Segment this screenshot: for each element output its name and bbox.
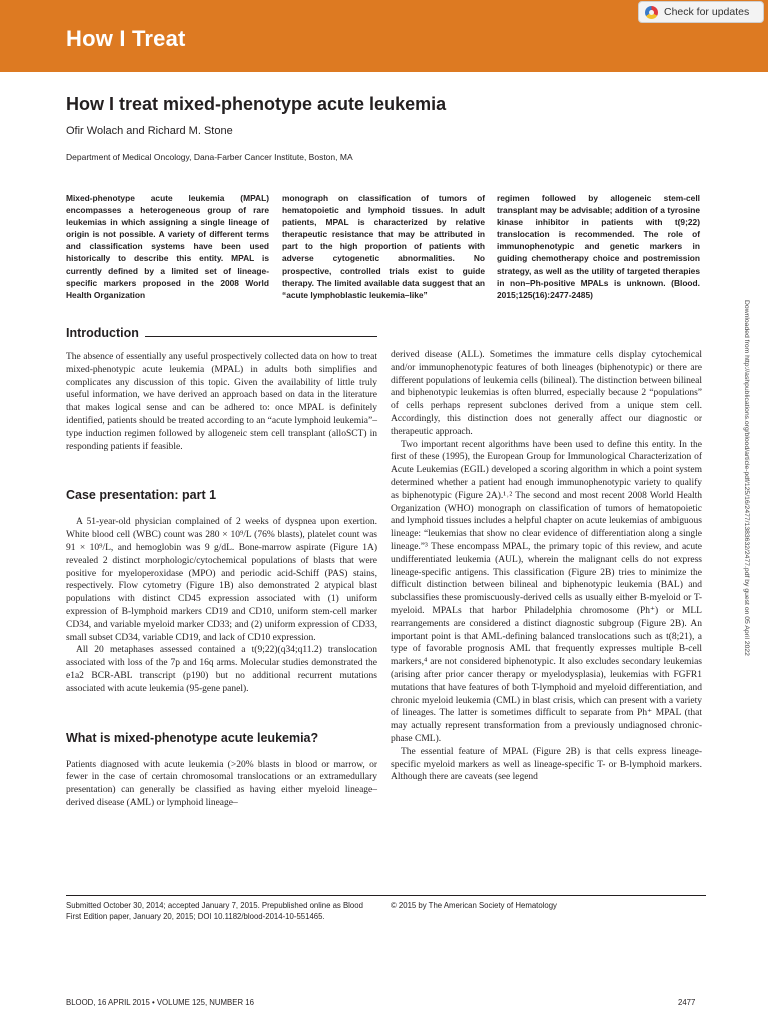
abstract-column-1: Mixed-phenotype acute leukemia (MPAL) encompasses a heterogeneous group of rare leukemias in which assigning a single lineage of origin is not possible. A variety of different terms and classification systems have been used historically to describe this entity. MPAL is currently defined by a limited set of lineage-specific markers proposed in the 2008 World Health Organization	[66, 193, 269, 300]
introduction-heading	[66, 326, 377, 340]
journal-info: BLOOD, 16 APRIL 2015 • VOLUME 125, NUMBER 16	[66, 998, 254, 1007]
left-column	[66, 326, 377, 810]
what-is-mpal-paragraph: Patients diagnosed with acute leukemia (>20% blasts in blood or marrow, or fewer in the case of certain chromosomal translocations or an extramedullary presentation) can generally be classified as having either myeloid lineage–derived disease (AML) or lymphoid lineage–	[66, 759, 377, 808]
introduction-heading-text: Introduction	[66, 326, 139, 340]
right-paragraph-1: derived disease (ALL). Sometimes the immature cells display cytochemical and/or immunophenotypic features of both lineages (biphenotypic) or there are different populations of leukemia cells (bilineal). The distinction between bilineal and biphenotypic leukemias is often blurred, especially because 2 “populations” of cells perhaps represent subclones derived from a unique stem cell. Accordingly, this distinction does not generally affect our diagnostic or therapeutic approach.	[391, 350, 702, 437]
heading-rule	[145, 336, 377, 337]
abstract-column-2: monograph on classification of tumors of hematopoietic and lymphoid tissues. In adult patients, MPAL is characterized by relative therapeutic resistance that may be attributed in part to the high proportion of patients with adverse cytogenetic abnormalities. No prospective, controlled trials exist to guide therapy. The limited available data suggest that an “acute lymphoblastic leukemia–like”	[282, 193, 485, 300]
section-label: How I Treat	[66, 26, 186, 51]
article-title: How I treat mixed-phenotype acute leukemia	[66, 94, 447, 114]
check-for-updates-button[interactable]	[638, 1, 764, 23]
submission-note: Submitted October 30, 2014; accepted January 7, 2015. Prepublished online as Blood First Edition paper, January 20, 2015; DOI 10.1182/blood-2014-10-551465.	[66, 901, 363, 921]
case-paragraph-1: A 51-year-old physician complained of 2 weeks of dyspnea upon exertion. White blood cell (WBC) count was 280 × 10⁹/L (76% blasts), platelet count was 91 × 10⁹/L, and hemoglobin was 9 g/dL. Bone-marrow aspirate (Figure 1A) revealed 2 distinct morphologic/cytochemical populations of blasts that were positive for myeloperoxidase (MPO) and periodic acid-Schiff (PAS) stains, respectively. Flow cytometry (Figure 1B) also demonstrated 2 atypical blast populations with distinct CD45 expression associated with (1) uniform expression of B-lymphoid markers CD19 and CD10, uniform stem-cell marker CD34, and variable myeloid marker CD33; and (2) uniform expression of CD33, small subset CD34, variable CD19, and lack of CD10 expression.	[66, 517, 377, 643]
intro-paragraph: The absence of essentially any useful prospectively collected data on how to treat mixed-phenotypic acute leukemia (MPAL) in adults both simplifies and complicates any discussion of this topic. Given the availability of little truly useful information, we have derived an approach based on data in the literature that makes logical sense and can be adhered to: once MPAL is definitely identified, patients should be treated according to an “acute lymphoid leukemia”–type induction regimen followed by allogeneic stem cell transplant (alloSCT) in responding patients if feasible.	[66, 352, 377, 452]
page-number: 2477	[678, 998, 696, 1007]
case-presentation-heading	[66, 488, 377, 502]
what-is-mpal-heading-text: What is mixed-phenotype acute leukemia?	[66, 730, 319, 745]
right-column	[391, 349, 702, 784]
copyright-note: © 2015 by The American Society of Hematology	[391, 901, 557, 910]
what-is-mpal-heading	[66, 731, 377, 745]
footnote-divider	[66, 895, 706, 896]
case-presentation-heading-text: Case presentation: part 1	[66, 488, 217, 503]
right-paragraph-3: The essential feature of MPAL (Figure 2B) is that cells express lineage-specific myeloid markers as well as lineage-specific T- or B-lymphoid markers. Although there are caveats (see legend	[391, 746, 702, 783]
download-watermark: Downloaded from http://ashpublications.org/blood/article-pdf/125/16/2477/1383632/2477.pdf by guest on 05 April 2022	[743, 300, 750, 656]
right-paragraph-2: Two important recent algorithms have been used to define this entity. In the first of these (1995), the European Group for Immunological Characterization of Acute Leukemias (EGIL) developed a scoring algorithm in which a point system determined whether a patient had enough immunophenotypic variety to qualify as biphenotypic (Figure 2A).¹˒² The second and most recent 2008 World Health Organization (WHO) monograph on classification of tumors of hematopoietic and lymphoid tissues includes a helpful chapter on acute leukemias of ambiguous lineage: “leukemias that show no clear evidence of differentiation along a single lineage.”³ These encompass MPAL, the primary topic of this review, and acute undifferentiated leukemia (AUL), wherein the malignant cells do not express lineage-specific antigens. This classification (Figure 2B) tries to minimize the difficult distinction between bilineal and biphenotypic leukemia (BAL) and subclassifies these promiscuously-derived cells as usually either B-myeloid or T-myeloid. MPALs that harbor Philadelphia chromosome (Ph⁺) or MLL rearrangements are considered a distinct diagnostic subgroup (Figure 2B). An important point is that AML-defining balanced translocations such as t(8;21), a type of favorable prognosis AML that frequently expresses multiple B-cell markers,⁴ are not considered biphenotypic. It also excludes secondary leukemias (arising after prior cancer therapy or myelodysplasia), leukemias with FGFR1 mutations that have features of both T-lymphoid and myeloid differentiation, and chronic myeloid leukemia (CML) in blast crisis, which can present with a variety of lineages. The latter is sometimes difficult to separate from Ph⁺ MPAL (that may actually represent transformation from a previously undiagnosed chronic-phase CML).	[391, 439, 702, 744]
article-authors: Ofir Wolach and Richard M. Stone	[66, 125, 233, 137]
check-for-updates-label: Check for updates	[664, 6, 750, 18]
abstract-column-3: regimen followed by allogeneic stem-cell transplant may be advisable; addition of a tyrosine kinase inhibitor in patients with t(9;22) translocation is recommended. The role of immunophenotypic and genetic markers in guiding chemotherapy choice and postremission strategy, as well as the utility of targeted therapies in non–Ph-positive MPALs is unknown. (Blood. 2015;125(16):2477-2485)	[497, 193, 700, 300]
article-affiliation: Department of Medical Oncology, Dana-Farber Cancer Institute, Boston, MA	[66, 152, 353, 162]
case-paragraph-2: All 20 metaphases assessed contained a t(9;22)(q34;q11.2) translocation associated with loss of the 7p and 16q arms. Molecular studies demonstrated the e1a2 BCR-ABL transcript (p190) but no additional recurrent mutations associated with acute leukemia (95-gene panel).	[66, 645, 377, 694]
crossmark-icon	[645, 6, 658, 19]
